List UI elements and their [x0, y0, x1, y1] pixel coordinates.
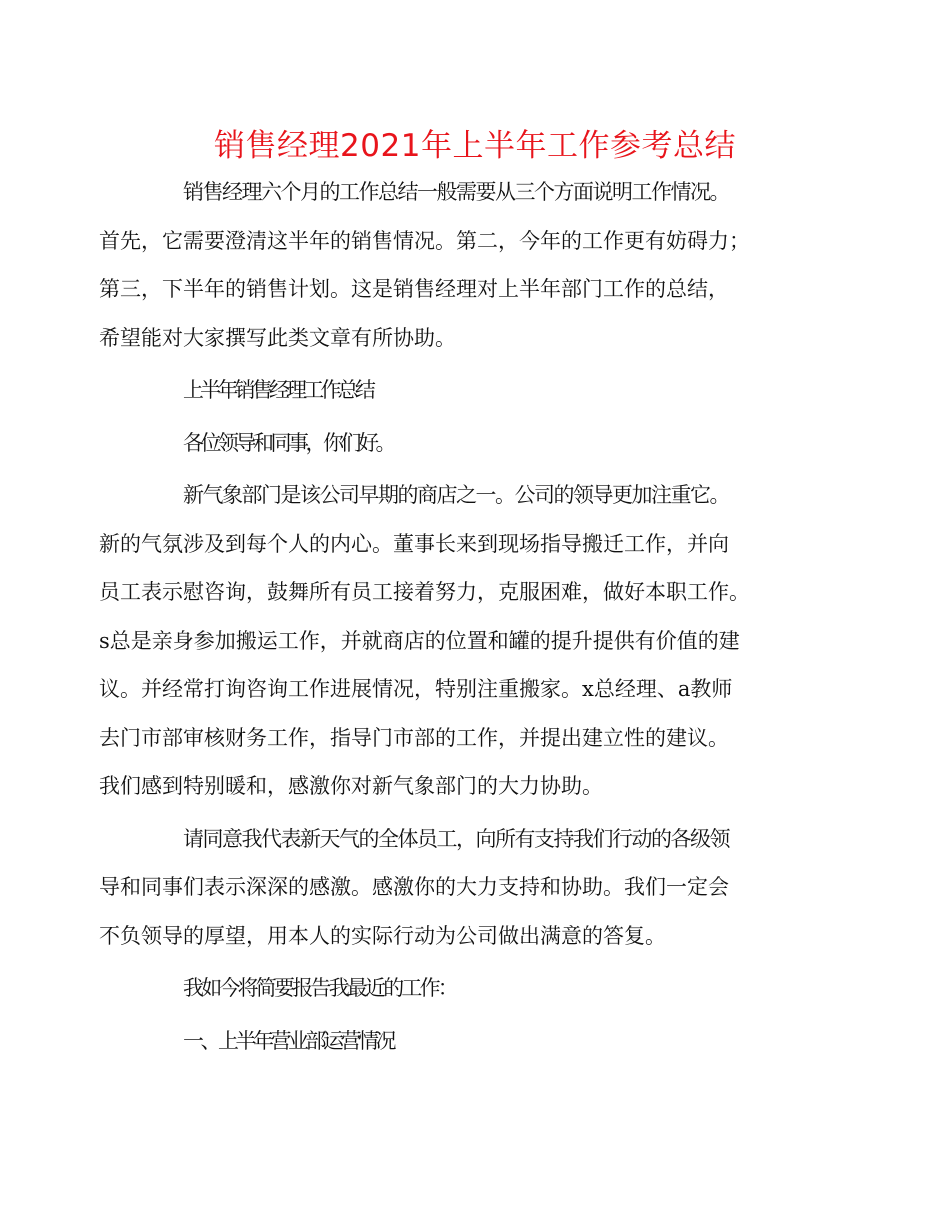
paragraph-greeting — [141, 419, 813, 468]
text-line: 导和同事们表示深深的感激。感激你的大力支持和协助。我们一定会 — [99, 875, 729, 899]
text-line: 销售经理六个月的工作总结一般需要从三个方面说明工作情况。 — [183, 180, 729, 204]
text-line: 我们感到特别暖和，感激你对新气象部门的大力协助。 — [99, 774, 603, 798]
text-line: 去门市部审核财务工作，指导门市部的工作，并提出建立性的建议。 — [99, 725, 729, 750]
text-line: 首先，它需要澄清这半年的销售情况。第二，今年的工作更有妨碍力； — [99, 228, 750, 253]
text-line: 不负领导的厚望，用本人的实际行动为公司做出满意的答复。 — [99, 923, 666, 948]
paragraph-intro — [99, 168, 813, 362]
text-line: 希望能对大家撰写此类文章有所协助。 — [99, 325, 456, 350]
text-line: 各位领导和同事，你们好。 — [183, 430, 393, 455]
text-line: 一、上半年营业部运营情况 — [183, 1028, 393, 1053]
paragraph-thanks — [99, 815, 813, 961]
text-line: 上半年销售经理工作总结 — [183, 378, 372, 402]
text-line: 新气象部门是该公司早期的商店之一。公司的领导更加注重它。 — [183, 483, 729, 507]
paragraph-heading-summary — [141, 366, 813, 415]
text-line: s总是亲身参加搬运工作，并就商店的位置和罐的提升提供有价值的建 — [99, 628, 740, 653]
text-line: 请同意我代表新天气的全体员工，向所有支持我们行动的各级领 — [183, 826, 729, 851]
text-line: 我如今将简要报告我最近的工作： — [183, 976, 456, 1000]
section-heading-1 — [141, 1017, 813, 1066]
document-body — [99, 168, 813, 1065]
text-line: 第三，下半年的销售计划。这是销售经理对上半年部门工作的总结， — [99, 277, 729, 301]
paragraph-department — [99, 471, 813, 811]
text-line: 议。并经常打询咨询工作进展情况，特别注重搬家。x总经理、a教师 — [99, 677, 733, 701]
text-line: 新的气氛涉及到每个人的内心。董事长来到现场指导搬迁工作，并向 — [99, 531, 729, 556]
paragraph-report-intro — [141, 964, 813, 1013]
document-title: 销售经理2021年上半年工作参考总结 — [214, 128, 736, 164]
text-line: 员工表示慰咨询，鼓舞所有员工接着努力，克服困难，做好本职工作。 — [99, 580, 750, 604]
